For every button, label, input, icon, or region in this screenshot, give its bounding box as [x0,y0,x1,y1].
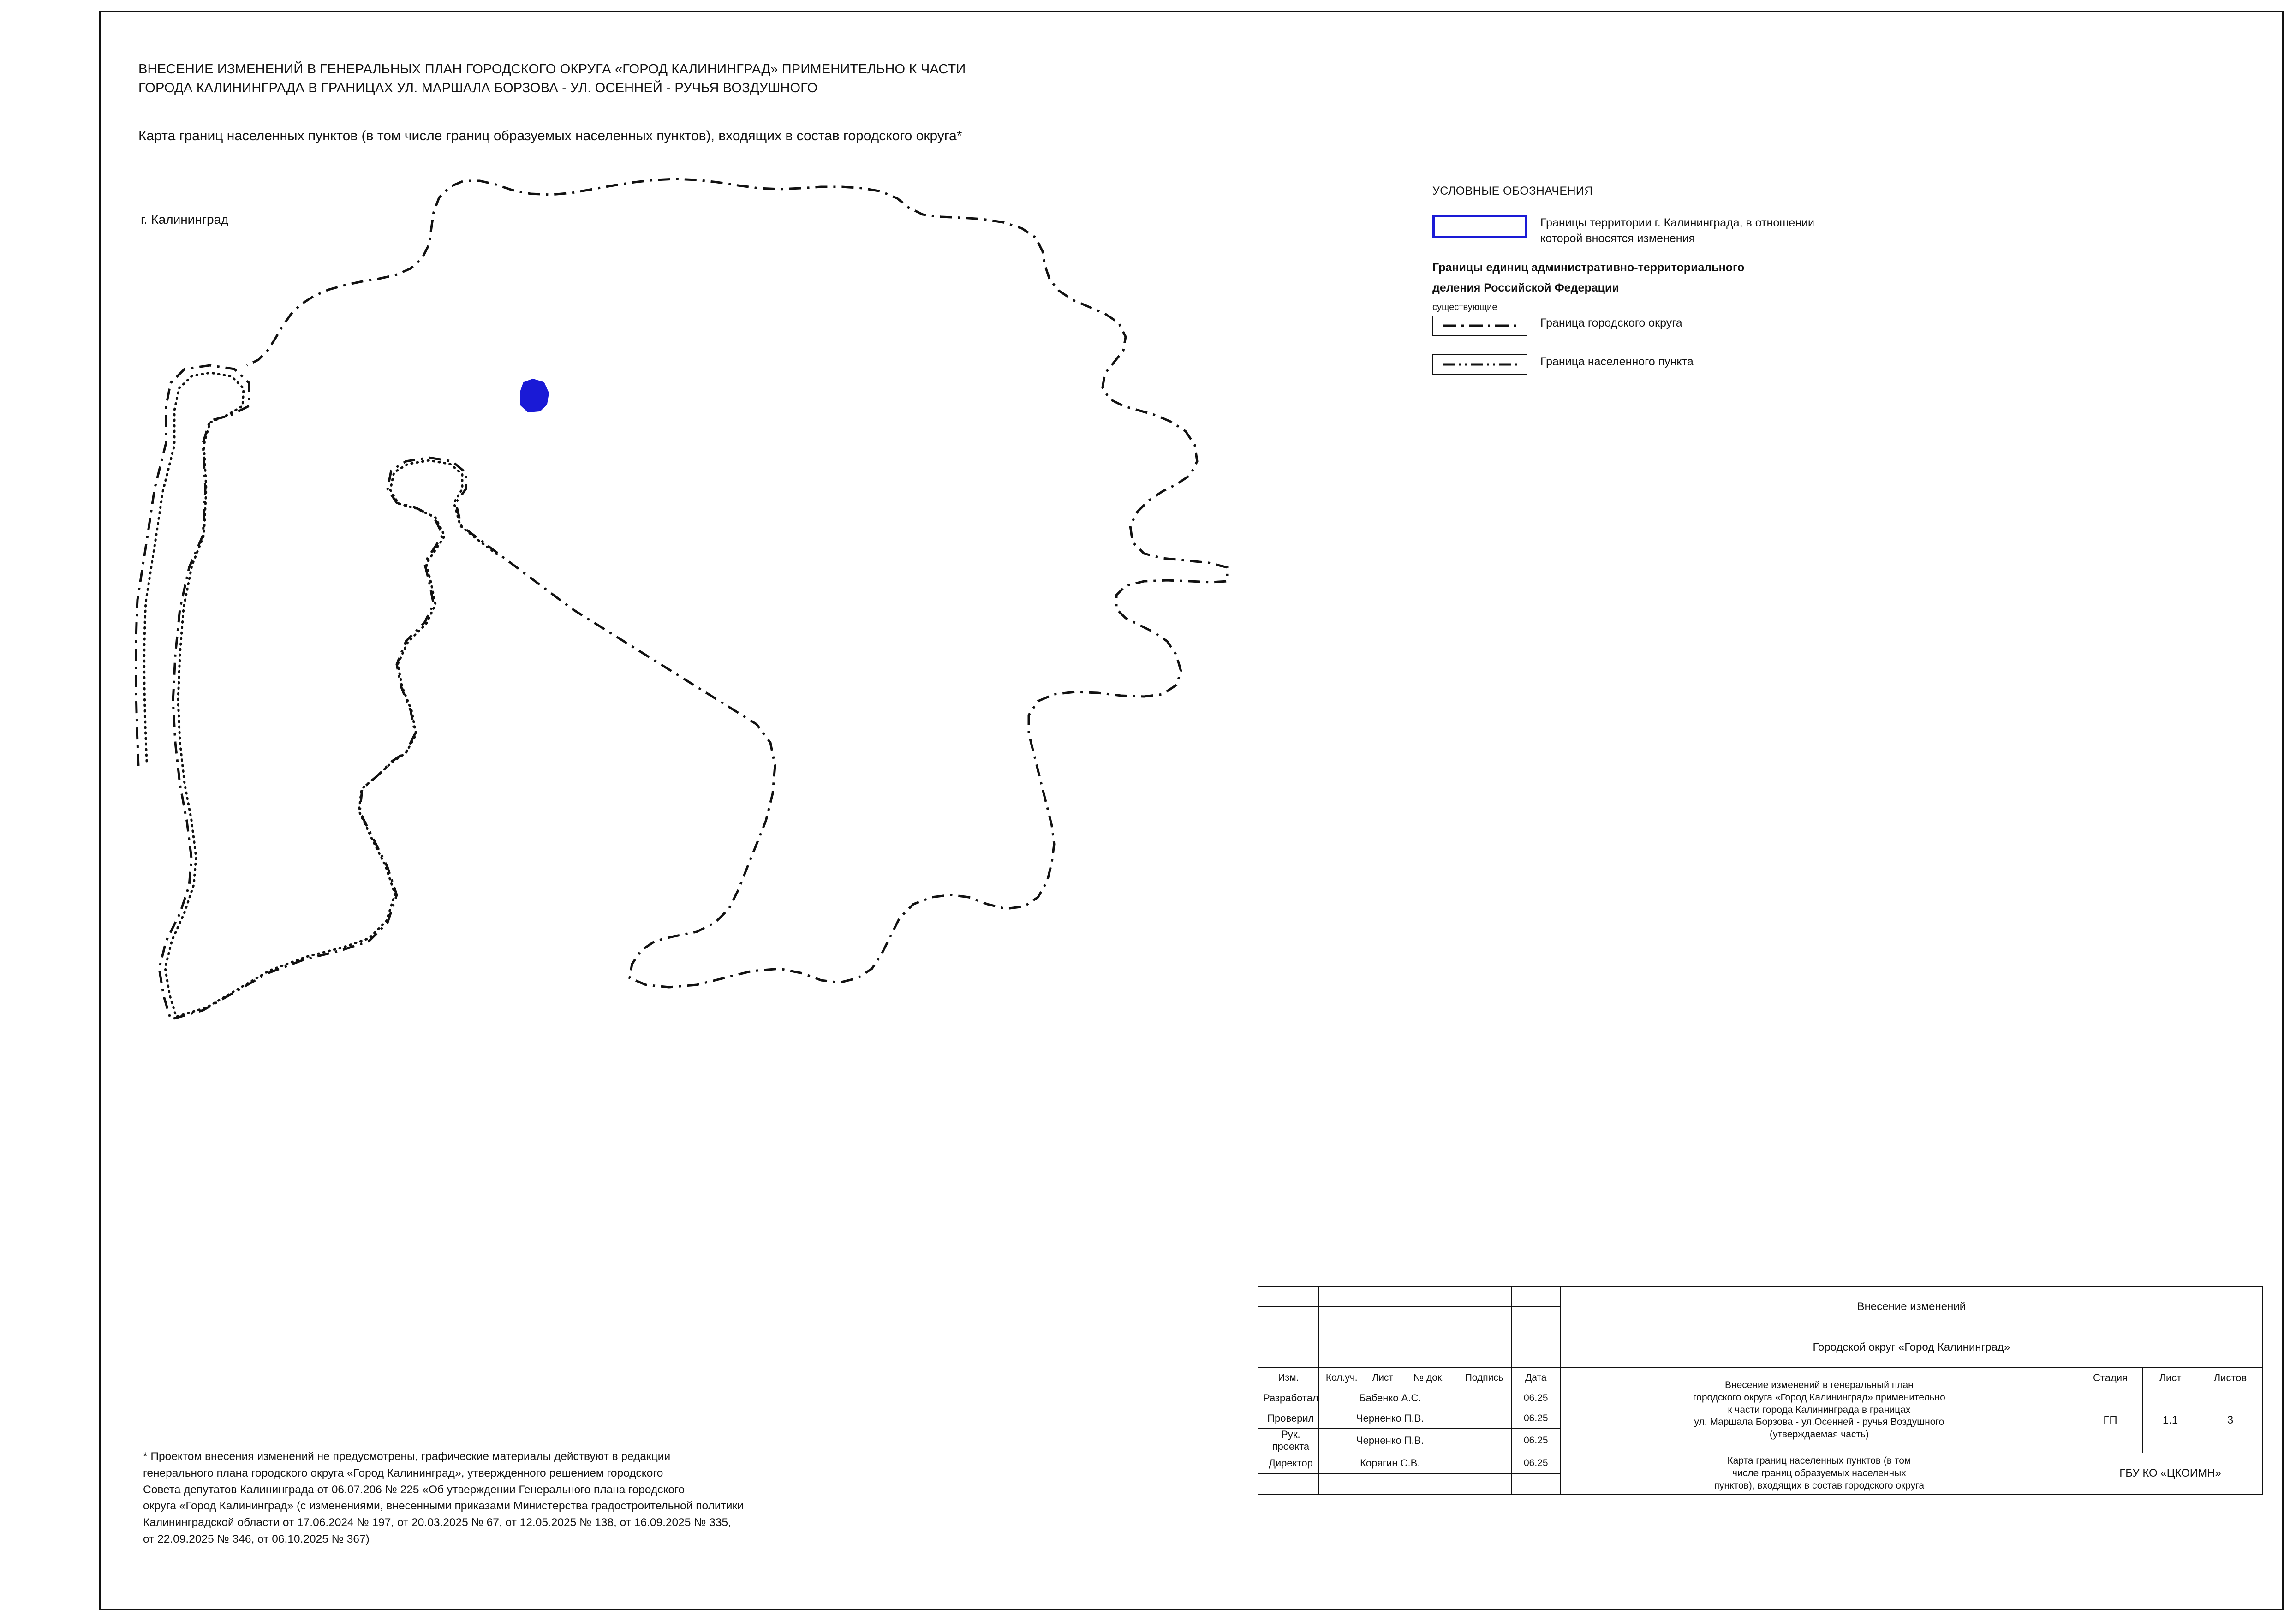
footnote-line-1: * Проектом внесения изменений не предусмотрены, графические материалы действуют в редакции [143,1450,671,1463]
sheet-title-line-2: числе границ образуемых населенных [1732,1467,1906,1478]
legend-item-district-boundary [1432,314,1977,339]
footnote-line-4: округа «Город Калининград» (с изменениями, внесенными приказами Министерства градостроительной политики [143,1500,744,1513]
stamp-organization: ГБУ КО «ЦКОИМН» [2078,1453,2263,1495]
stamp-stage-value: ГП [2078,1388,2143,1453]
stamp-row-blank-3 [1258,1327,2263,1347]
project-desc-line-5: (утверждаемая часть) [1769,1429,1869,1440]
dash-dot-line-symbol [1432,314,1529,339]
stamp-stage-header: Стадия [2078,1368,2143,1388]
dash-dot-dot-line-symbol [1432,352,1529,377]
legend-heading: УСЛОВНЫЕ ОБОЗНАЧЕНИЯ [1432,185,1593,197]
stamp-date-2: 06.25 [1511,1429,1560,1453]
stamp-role-0: Разработал [1258,1388,1319,1408]
project-desc-line-2: городского округа «Город Калининград» применительно [1693,1392,1945,1403]
stamp-sheet-value: 1.1 [2143,1388,2198,1453]
stamp-person-0: Бабенко А.С. [1318,1388,1457,1408]
stamp-project-description [1560,1368,2078,1453]
project-desc-line-3: к части города Калининграда в границах [1728,1404,1911,1415]
legend-item-district-boundary-label: Граница городского округа [1540,316,1682,329]
legend-item-settlement-boundary [1432,352,1977,377]
legend-item-changed-territory [1432,214,1977,246]
legend-subheading-line-2: деления Российской Федерации [1432,281,1619,294]
footnote [143,1448,1204,1548]
legend-subheading-line-1: Границы единиц административно-территориального [1432,261,1745,274]
stamp-col-izm: Изм. [1258,1368,1319,1388]
stamp-sheet-title [1560,1453,2078,1495]
stamp-person-3: Корягин С.В. [1318,1453,1457,1474]
legend-existing-label: существующие [1432,302,1497,312]
stamp-amendments-title: Внесение изменений [1560,1287,2262,1327]
footnote-line-3: Совета депутатов Калининграда от 06.07.206 № 225 «Об утверждении Генерального плана городского [143,1483,685,1496]
stamp-row-blank-1 [1258,1287,2263,1307]
table-row [1258,1453,2263,1474]
stamp-person-1: Черненко П.В. [1318,1408,1457,1429]
footnote-line-2: генерального плана городского округа «Город Калининград», утвержденного решением городского [143,1466,663,1479]
footnote-line-6: от 22.09.2025 № 346, от 06.10.2025 № 367) [143,1532,370,1545]
stamp-municipality: Городской округ «Город Калининград» [1560,1327,2262,1368]
blue-rect-symbol [1432,214,1529,238]
footnote-line-5: Калининградской области от 17.06.2024 № 197, от 20.03.2025 № 67, от 12.05.2025 № 138, от 16.09.2025 № 335, [143,1516,731,1529]
settlement-boundary-path [144,373,497,1017]
map-city-label: г. Калининград [141,212,229,226]
legend-text-line-2: которой вносятся изменения [1540,232,1695,245]
map-canvas [111,166,1402,1135]
sheet-title-line-3: пунктов), входящих в состав городского округа [1714,1480,1925,1491]
stamp-col-data: Дата [1511,1368,1560,1388]
stamp-col-podpis: Подпись [1457,1368,1511,1388]
title-line-2: ГОРОДА КАЛИНИНГРАДА В ГРАНИЦАХ УЛ. МАРШАЛА БОРЗОВА - УЛ. ОСЕННЕЙ - РУЧЬЯ ВОЗДУШНОГО [138,81,818,96]
stamp-row-columns [1258,1368,2263,1388]
title-line-1: ВНЕСЕНИЕ ИЗМЕНЕНИЙ В ГЕНЕРАЛЬНЫХ ПЛАН ГОРОДСКОГО ОКРУГА «ГОРОД КАЛИНИНГРАД» ПРИМЕНИТЕЛЬНО К ЧАСТИ [138,62,966,77]
sheet-title-line-1: Карта границ населенных пунктов (в том [1727,1455,1911,1466]
stamp-date-1: 06.25 [1511,1408,1560,1429]
district-boundary-path [136,179,1227,1019]
document-subtitle: Карта границ населенных пунктов (в том числе границ образуемых населенных пунктов), входящих в состав городского округа* [138,128,962,143]
changed-territory-marker [521,380,548,411]
project-desc-line-4: ул. Маршала Борзова - ул.Осенней - ручья Воздушного [1694,1417,1944,1428]
legend [1432,185,1977,391]
stamp-sheets-header: Листов [2198,1368,2263,1388]
legend-item-changed-territory-label [1529,214,1814,246]
stamp-date-3: 06.25 [1511,1453,1560,1474]
legend-text-line-1: Границы территории г. Калининграда, в отношении [1540,216,1814,229]
stamp-sheets-value: 3 [2198,1388,2263,1453]
stamp-col-list: Лист [1365,1368,1401,1388]
stamp-role-2: Рук. проекта [1258,1429,1319,1453]
stamp-role-3: Директор [1258,1453,1319,1474]
stamp-role-1: Проверил [1258,1408,1319,1429]
stamp-col-koluch: Кол.уч. [1318,1368,1365,1388]
legend-subheading [1432,260,1977,296]
stamp-date-0: 06.25 [1511,1388,1560,1408]
title-block-table [1258,1286,2263,1495]
stamp-person-2: Черненко П.В. [1318,1429,1457,1453]
document-title [138,60,1430,98]
stamp-col-ndok: № док. [1401,1368,1457,1388]
project-desc-line-1: Внесение изменений в генеральный план [1724,1379,1914,1390]
legend-item-settlement-boundary-label: Граница населенного пункта [1540,355,1694,368]
stamp-sheet-header: Лист [2143,1368,2198,1388]
map-boundary-graphic [111,166,1402,1135]
